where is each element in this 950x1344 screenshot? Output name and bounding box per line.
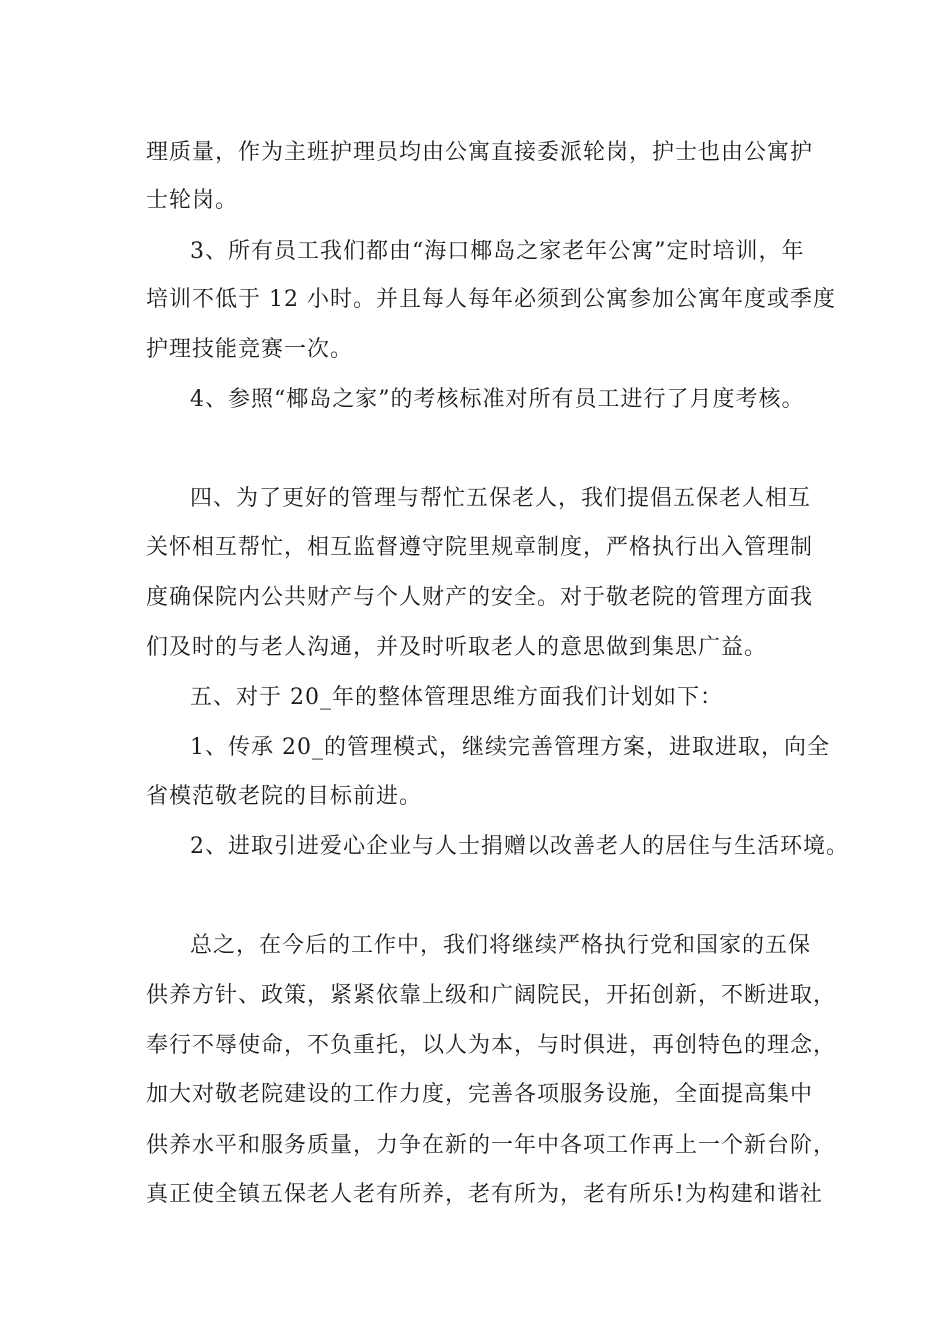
text-line-13: 省模范敬老院的目标前进。 xyxy=(146,784,423,809)
text-line-14: 2、进取引进爱心企业与人士捐赠以改善老人的居住与生活环境。 xyxy=(190,834,849,859)
text-line-5: 护理技能竞赛一次。 xyxy=(146,337,354,362)
text-line-18: 加大对敬老院建设的工作力度，完善各项服务设施，全面提高集中 xyxy=(146,1082,814,1107)
text-line-8: 关怀相互帮忙，相互监督遵守院里规章制度，严格执行出入管理制 xyxy=(146,535,814,560)
text-line-6: 4、参照“椰岛之家”的考核标准对所有员工进行了月度考核。 xyxy=(190,387,805,412)
text-line-17: 奉行不辱使命，不负重托，以人为本，与时俱进，再创特色的理念， xyxy=(146,1033,837,1058)
text-line-3: 3、所有员工我们都由“海口椰岛之家老年公寓”定时培训，年 xyxy=(190,239,805,264)
text-line-2: 士轮岗。 xyxy=(146,188,239,213)
text-line-19: 供养水平和服务质量，力争在新的一年中各项工作再上一个新台阶， xyxy=(146,1133,837,1158)
text-line-1: 理质量，作为主班护理员均由公寓直接委派轮岗，护士也由公寓护 xyxy=(146,140,814,165)
text-line-16: 供养方针、政策，紧紧依靠上级和广阔院民，开拓创新，不断进取， xyxy=(146,983,837,1008)
text-line-12: 1、传承 20_的管理模式，继续完善管理方案，进取进取，向全 xyxy=(190,735,830,760)
text-line-10: 们及时的与老人沟通，并及时听取老人的意思做到集思广益。 xyxy=(146,635,768,660)
text-line-9: 度确保院内公共财产与个人财产的安全。对于敬老院的管理方面我 xyxy=(146,585,814,610)
text-line-4: 培训不低于 12 小时。并且每人每年必须到公寓参加公寓年度或季度 xyxy=(146,287,836,312)
text-line-20: 真正使全镇五保老人老有所养，老有所为，老有所乐!为构建和谐社 xyxy=(146,1182,823,1207)
text-line-7: 四、为了更好的管理与帮忙五保老人，我们提倡五保老人相互 xyxy=(190,486,812,511)
text-line-11: 五、对于 20_年的整体管理思维方面我们计划如下： xyxy=(190,685,723,710)
text-line-15: 总之，在今后的工作中，我们将继续严格执行党和国家的五保 xyxy=(190,933,812,958)
